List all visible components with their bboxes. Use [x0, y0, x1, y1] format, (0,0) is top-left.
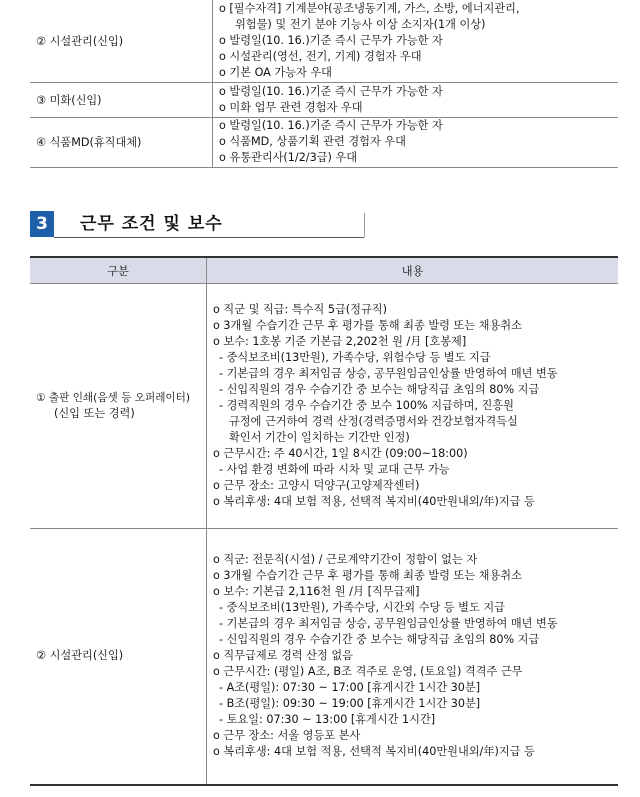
list-item: o 유통관리사(1/2/3급) 우대: [219, 151, 358, 164]
row-label: ② 시설관리(신입): [30, 0, 213, 82]
list-item: o 3개월 수습기간 근무 후 평가를 통해 최종 발령 또는 채용취소: [213, 319, 522, 332]
list-item: - 중식보조비(13만원), 가족수당, 위험수당 등 별도 지급: [219, 351, 491, 364]
column-header-content: 내용: [207, 257, 619, 284]
column-header-category: 구분: [30, 257, 207, 284]
list-item: o 미화 업무 관련 경험자 우대: [219, 100, 363, 114]
list-item: o 근무시간: 주 40시간, 1일 8시간 (09:00~18:00): [213, 447, 468, 460]
list-item: o 직무급제로 경력 산정 없음: [213, 649, 353, 663]
list-item: 확인서 기간이 일치하는 기간만 인정): [229, 431, 410, 444]
row-label-line: ① 출판 인쇄(음셋 등 오퍼레이터): [36, 392, 191, 404]
list-item: 규정에 근거하여 경력 산정(경력증명서와 건강보험자격득실: [229, 415, 518, 428]
list-item: o 복리후생: 4대 보험 적용, 선택적 복지비(40만원내외/年)지급 등: [213, 745, 535, 759]
list-item: - 경력직원의 경우 수습기간 중 보수 100% 지급하며, 진흥원: [219, 399, 514, 412]
list-item: o 시설관리(영선, 전기, 기계) 경험자 우대: [219, 49, 422, 63]
list-item: o 발령일(10. 16.)기준 즉시 근무가 가능한 자: [219, 33, 443, 47]
qualification-table: [30, 0, 618, 168]
list-item: o 근무 장소: 고양시 덕양구(고양제작센터): [213, 479, 420, 492]
list-item: - 신입직원의 경우 수습기간 중 보수는 해당직급 초임의 80% 지급: [219, 633, 540, 647]
list-item: o 근무 장소: 서울 영등포 본사: [213, 729, 361, 743]
row-label: ④ 식품MD(휴직대체): [30, 117, 213, 167]
list-item: - 신입직원의 경우 수습기간 중 보수는 해당직급 초임의 80% 지급: [219, 383, 540, 396]
section-underline: [54, 237, 364, 238]
row-content: [207, 284, 619, 529]
row-label: ③ 미화(신입): [30, 82, 213, 117]
row-label-line: ② 시설관리(신입): [36, 649, 124, 663]
list-item: o 근무시간: (평일) A조, B조 격주로 운영, (토요일) 격격주 근무: [213, 665, 523, 679]
list-item: - 중식보조비(13만원), 가족수당, 시간외 수당 등 별도 지급: [219, 601, 505, 615]
section-number: 3: [30, 211, 54, 237]
list-item: - 토요일: 07:30 ~ 13:00 [휴게시간 1시간]: [219, 713, 436, 727]
list-item: - B조(평일): 09:30 ~ 19:00 [휴게시간 1시간 30분]: [219, 697, 481, 711]
list-item: o [필수자격] 기계분야(공조냉동기계, 가스, 소방, 에너지관리,: [219, 1, 520, 15]
list-item: o 보수: 1호봉 기준 기본급 2,202천 원 /月 [호봉제]: [213, 335, 467, 348]
row-label: [30, 284, 207, 529]
table-row: [30, 82, 618, 117]
list-item: o 직군: 전문직(시설) / 근로계약기간이 정함이 없는 자: [213, 553, 478, 567]
conditions-table: [30, 256, 618, 786]
table-row: [30, 117, 618, 167]
list-item: - 기본급의 경우 최저임금 상승, 공무원임금인상률 반영하여 매년 변동: [219, 367, 558, 380]
list-item: o 식품MD, 상품기획 관련 경험자 우대: [219, 135, 406, 148]
table-row: [30, 0, 618, 82]
list-item: o 직군 및 직급: 특수직 5급(정규직): [213, 303, 387, 316]
section-divider: [364, 213, 365, 237]
list-item: - 기본급의 경우 최저임금 상승, 공무원임금인상률 반영하여 매년 변동: [219, 617, 558, 631]
section-title: 근무 조건 및 보수: [80, 214, 223, 234]
list-item: o 발령일(10. 16.)기준 즉시 근무가 가능한 자: [219, 84, 443, 98]
list-item: o 3개월 수습기간 근무 후 평가를 통해 최종 발령 또는 채용취소: [213, 569, 522, 583]
list-item: - 사업 환경 변화에 따라 시차 및 교대 근무 가능: [219, 463, 450, 476]
row-label-line: (신입 또는 경력): [54, 407, 135, 420]
row-label: [30, 529, 207, 785]
list-item: - A조(평일): 07:30 ~ 17:00 [휴게시간 1시간 30분]: [219, 681, 481, 695]
section-heading: [30, 207, 618, 239]
list-item: o 보수: 기본급 2,116천 원 /月 [직무급제]: [213, 585, 420, 599]
table-row: [30, 529, 618, 785]
row-content: [213, 0, 619, 82]
list-item: 위험물) 및 전기 분야 기능사 이상 소지자(1개 이상): [235, 17, 486, 31]
table-row: [30, 284, 618, 529]
list-item: o 발령일(10. 16.)기준 즉시 근무가 가능한 자: [219, 119, 443, 132]
row-content: [213, 117, 619, 167]
list-item: o 복리후생: 4대 보험 적용, 선택적 복지비(40만원내외/年)지급 등: [213, 495, 535, 508]
row-content: [207, 529, 619, 785]
row-content: [213, 82, 619, 117]
table-header-row: [30, 257, 618, 284]
list-item: o 기본 OA 가능자 우대: [219, 65, 332, 79]
